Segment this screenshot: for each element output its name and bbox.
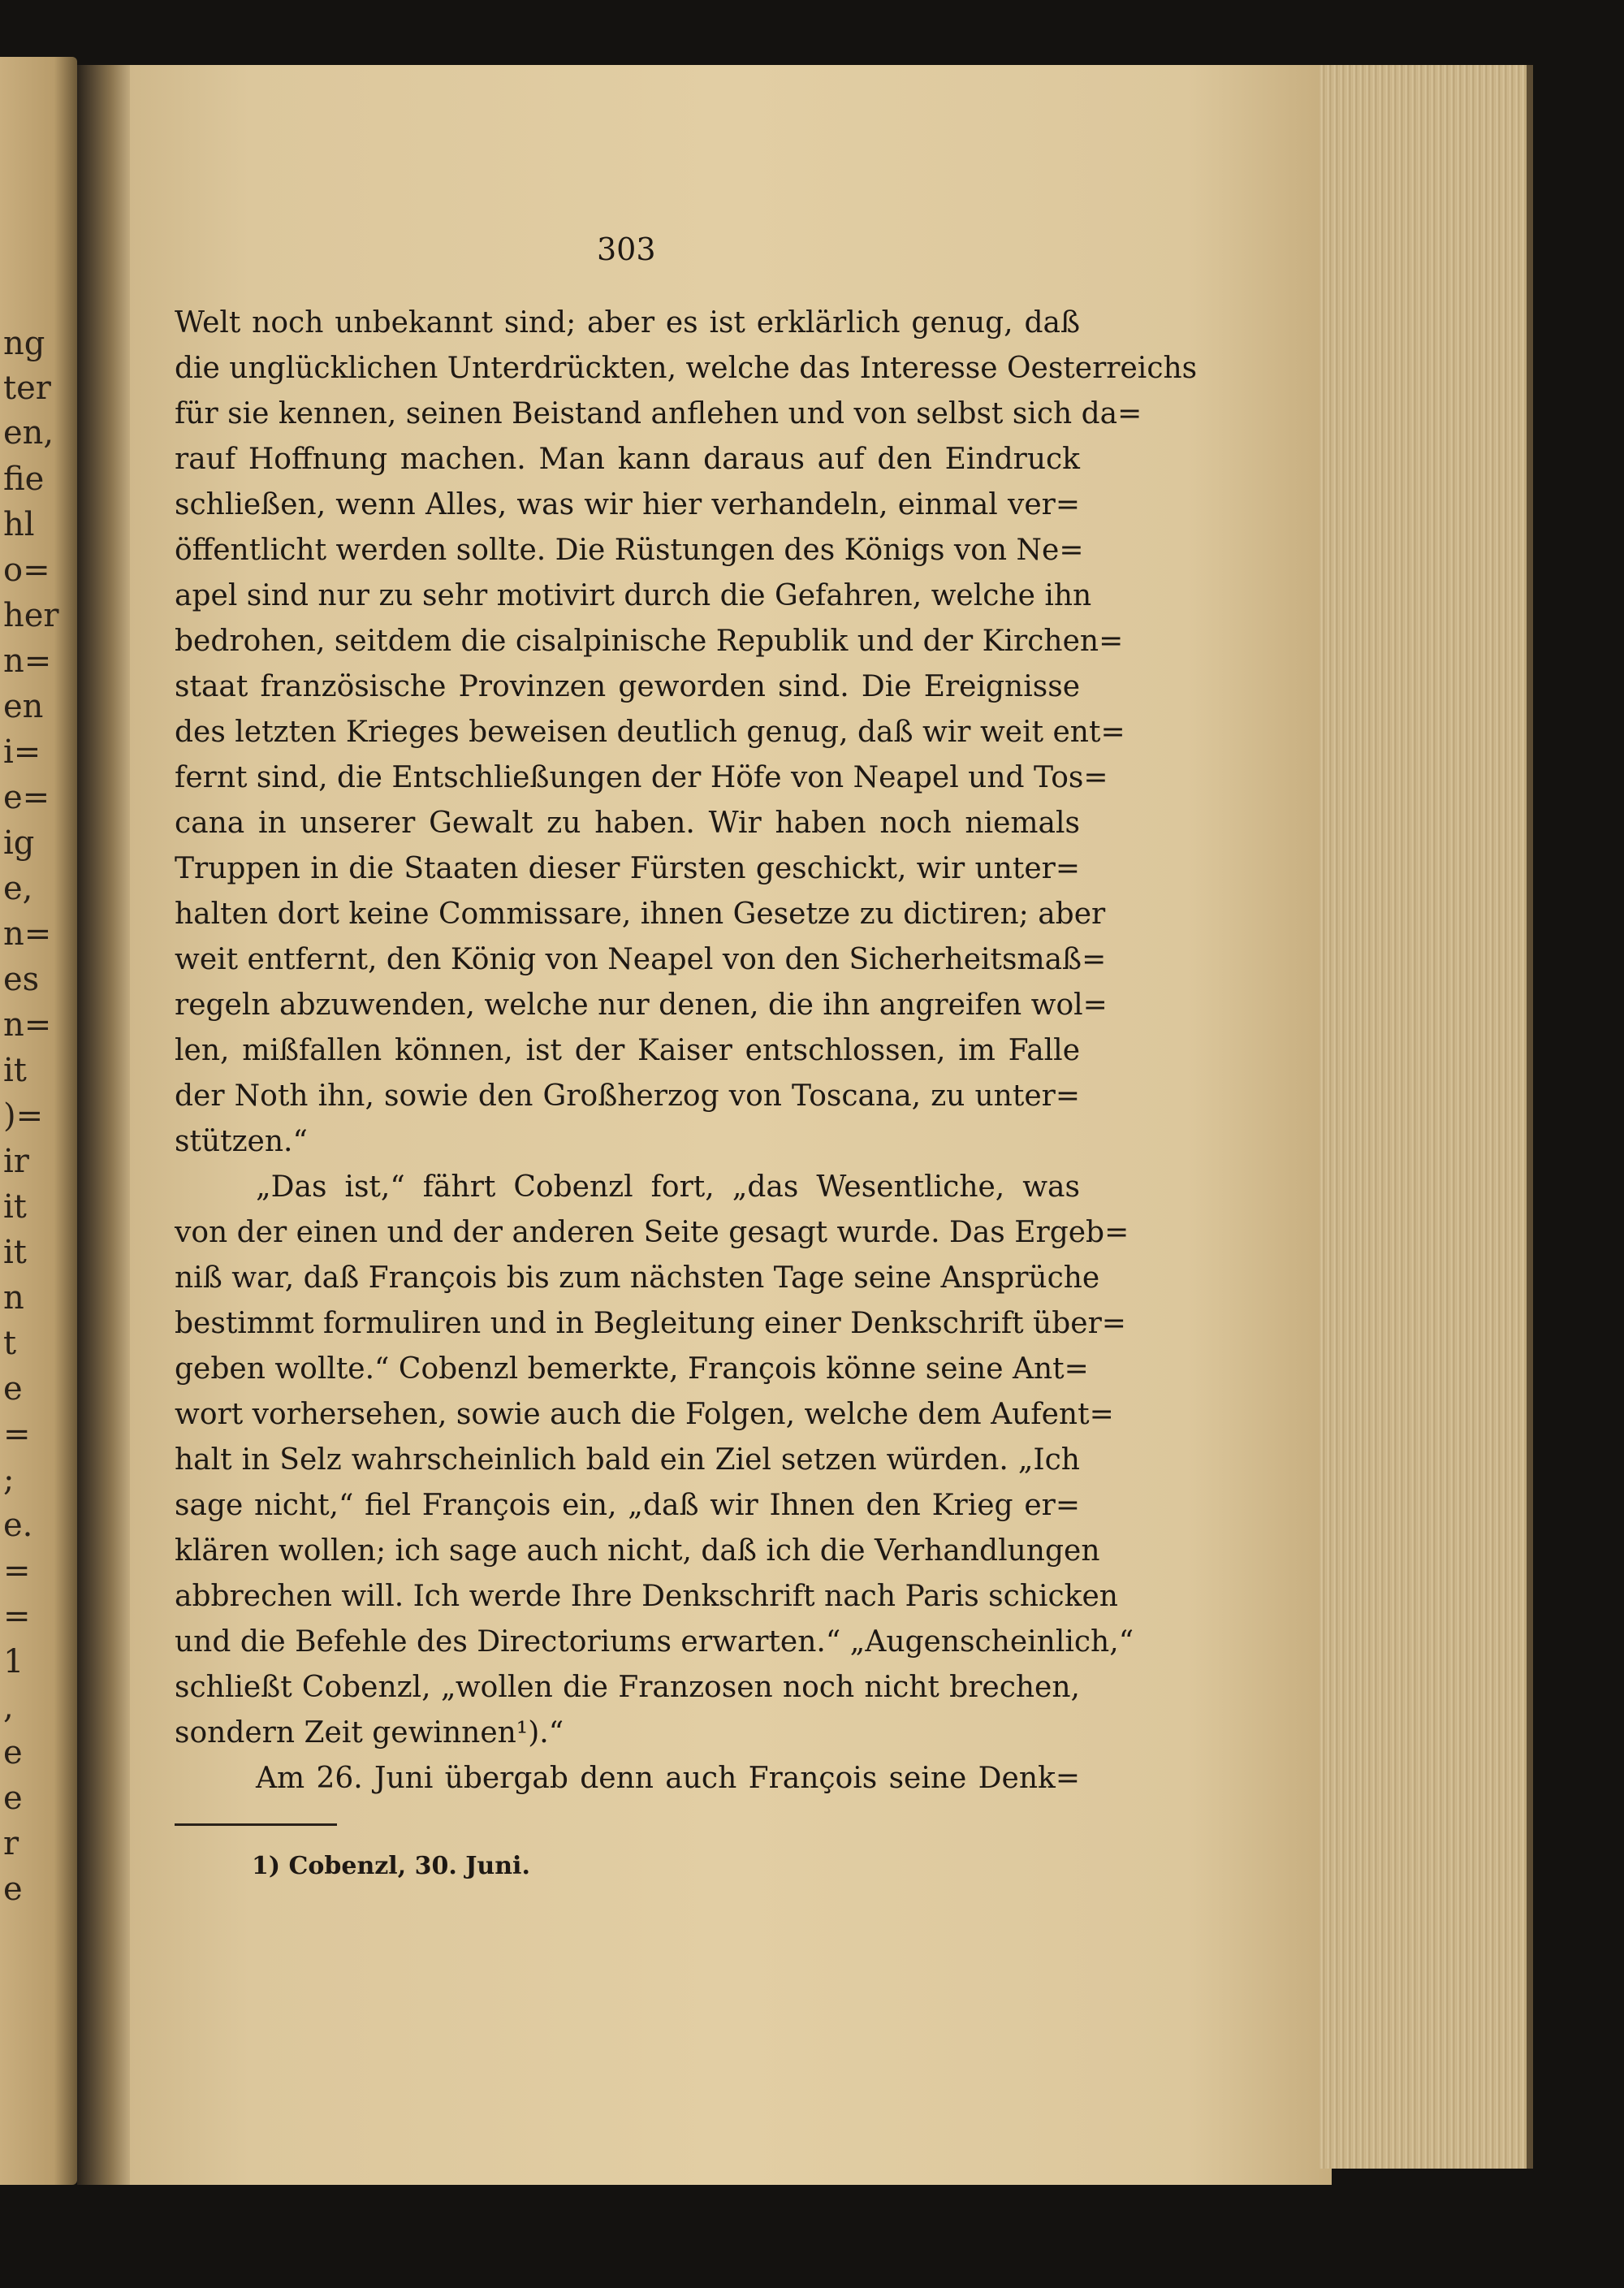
text-line: die unglücklichen Unterdrückten, welche das Interesse Oesterreichs [175, 352, 1198, 385]
text-line: und die Befehle des Directoriums erwarten.“ „Augenscheinlich,“ [175, 1625, 1134, 1659]
text-line: halten dort keine Commissare, ihnen Gesetze zu dictiren; aber [175, 897, 1106, 931]
left-page-fragment: it [3, 1234, 27, 1271]
text-line: der Noth ihn, sowie den Großherzog von Toscana, zu unter= [175, 1079, 1080, 1113]
left-page-fragment: )= [3, 1097, 44, 1135]
left-page-fragment: ter [3, 370, 51, 407]
text-line: von der einen und der anderen Seite gesagt wurde. Das Ergeb= [175, 1216, 1129, 1249]
left-page-fragment: = [3, 1552, 31, 1589]
text-line: staat französische Provinzen geworden sind. Die Ereignisse [175, 670, 1080, 703]
left-page-fragment: en, [3, 414, 54, 452]
text-line: „Das ist,“ fährt Cobenzl fort, „das Wesentliche, was [256, 1170, 1080, 1204]
text-line: Am 26. Juni übergab denn auch François seine Denk= [256, 1762, 1080, 1795]
text-line: stützen.“ [175, 1125, 308, 1158]
text-line: bedrohen, seitdem die cisalpinische Republik und der Kirchen= [175, 625, 1124, 658]
left-page-fragment: = [3, 1598, 31, 1635]
left-page-fragment: ; [3, 1461, 15, 1499]
left-page-fragment: e [3, 1780, 23, 1817]
text-line: öffentlicht werden sollte. Die Rüstungen des Königs von Ne= [175, 534, 1084, 567]
left-page-fragment: n= [3, 642, 52, 680]
text-line: Truppen in die Staaten dieser Fürsten geschickt, wir unter= [175, 852, 1080, 885]
left-page-fragment: ng [3, 325, 45, 362]
text-line: cana in unserer Gewalt zu haben. Wir haben noch niemals [175, 807, 1080, 840]
text-line: Welt noch unbekannt sind; aber es ist erklärlich genug, daß [175, 306, 1080, 340]
left-page-fragment: , [3, 1689, 14, 1726]
body-text [175, 301, 1198, 1801]
left-page-fragment: it [3, 1052, 27, 1089]
left-page-fragment: i= [3, 733, 41, 771]
left-page-fragment: fie [3, 461, 45, 498]
left-page-fragment: e [3, 1871, 23, 1908]
left-page-fragment: e [3, 1734, 23, 1771]
left-page-fragment: n [3, 1279, 24, 1317]
text-line: schließt Cobenzl, „wollen die Franzosen noch nicht brechen, [175, 1671, 1080, 1704]
left-page-fragment: n= [3, 1006, 52, 1044]
page-number: 303 [597, 231, 656, 267]
text-line: wort vorhersehen, sowie auch die Folgen, welche dem Aufent= [175, 1398, 1114, 1431]
text-line: weit entfernt, den König von Neapel von den Sicherheitsmaß= [175, 943, 1107, 976]
text-line: apel sind nur zu sehr motivirt durch die Gefahren, welche ihn [175, 579, 1092, 612]
text-line: sondern Zeit gewinnen¹).“ [175, 1716, 564, 1750]
left-page-fragment: ig [3, 824, 35, 862]
text-line: des letzten Krieges beweisen deutlich genug, daß wir weit ent= [175, 716, 1125, 749]
text-line: regeln abzuwenden, welche nur denen, die ihn angreifen wol= [175, 988, 1108, 1022]
text-line: abbrechen will. Ich werde Ihre Denkschrift nach Paris schicken [175, 1580, 1118, 1613]
left-page-fragment: r [3, 1825, 19, 1862]
left-page-fragment: es [3, 961, 40, 998]
text-line: niß war, daß François bis zum nächsten Tage seine Ansprüche [175, 1261, 1100, 1295]
left-page-fragment: e= [3, 779, 50, 816]
text-line: rauf Hoffnung machen. Man kann daraus auf den Eindruck [175, 443, 1080, 476]
text-line: für sie kennen, seinen Beistand anflehen und von selbst sich da= [175, 397, 1142, 430]
left-page-fragment: 1 [3, 1643, 24, 1680]
text-line: fernt sind, die Entschließungen der Höfe von Neapel und Tos= [175, 761, 1108, 794]
text-line: klären wollen; ich sage auch nicht, daß ich die Verhandlungen [175, 1534, 1100, 1568]
left-page-fragment: = [3, 1416, 31, 1453]
left-page-fragment: her [3, 597, 59, 634]
text-line: schließen, wenn Alles, was wir hier verhandeln, einmal ver= [175, 488, 1080, 521]
left-page-fragment: hl [3, 506, 35, 543]
left-page-fragment: t [3, 1325, 17, 1362]
text-line: len, mißfallen können, ist der Kaiser entschlossen, im Falle [175, 1034, 1080, 1067]
left-page-fragment: e, [3, 870, 33, 907]
text-line: bestimmt formuliren und in Begleitung einer Denkschrift über= [175, 1307, 1126, 1340]
left-page-fragment: ir [3, 1143, 29, 1180]
left-page-fragment: o= [3, 551, 50, 589]
left-page-fragment: e [3, 1370, 23, 1408]
text-line: halt in Selz wahrscheinlich bald ein Ziel setzen würden. „Ich [175, 1443, 1080, 1477]
footnote: 1) Cobenzl, 30. Juni. [252, 1852, 530, 1880]
footnote-rule [175, 1823, 337, 1826]
left-page-fragment: en [3, 688, 44, 725]
text-line: sage nicht,“ fiel François ein, „daß wir Ihnen den Krieg er= [175, 1489, 1080, 1522]
left-page-edge [0, 57, 77, 2185]
left-page-fragment: e. [3, 1507, 33, 1544]
left-page-fragment: n= [3, 915, 52, 953]
text-line: geben wollte.“ Cobenzl bemerkte, François könne seine Ant= [175, 1352, 1089, 1386]
book-gutter [77, 65, 134, 2185]
page-stack-edge [1320, 65, 1533, 2169]
left-page-fragment: it [3, 1188, 27, 1226]
